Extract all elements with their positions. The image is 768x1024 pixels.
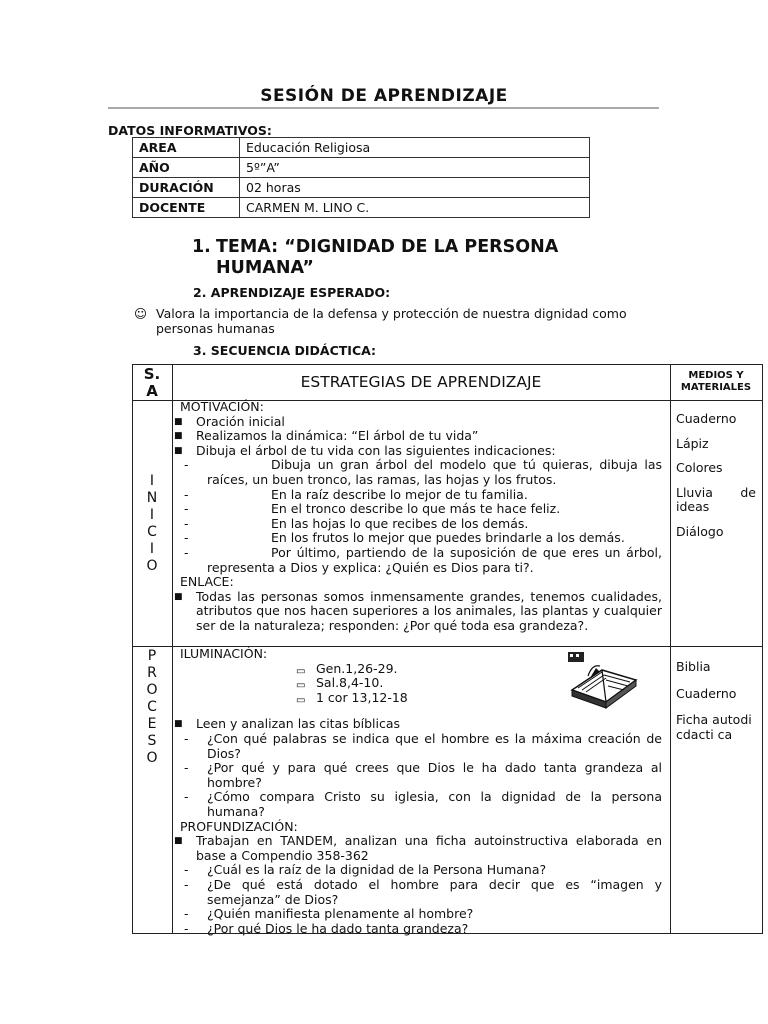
book-icon: ▭: [296, 665, 306, 677]
dash-item: - Por último, partiendo de la suposición de que eres un árbol, representa a Dios y explica: ¿Quién es Dios para ti?.: [184, 544, 662, 575]
info-value: 02 horas: [240, 178, 590, 198]
media-item: Ficha autodicdacti ca: [676, 712, 752, 742]
dash-item: - En las hojas lo que recibes de los demás.: [184, 515, 529, 531]
vertical-letter: O: [146, 558, 158, 574]
info-key: DOCENTE: [133, 198, 240, 218]
vertical-letter: O: [146, 682, 158, 698]
vertical-letter: I: [149, 541, 155, 557]
dash-item: - ¿Quién manifiesta plenamente al hombre?: [184, 906, 474, 922]
enlace-label: ENLACE:: [180, 574, 234, 590]
book-icon: ▭: [296, 694, 306, 706]
dash-item: - ¿Cómo compara Cristo su iglesia, con la dignidad de la persona humana?: [184, 789, 662, 819]
dash-item: - En los frutos lo mejor que puedes brindarle a los demás.: [184, 530, 625, 546]
bullet-icon: ■: [174, 445, 183, 456]
info-key: DURACIÓN: [133, 178, 240, 198]
info-row: [133, 178, 590, 198]
iluminacion-label: ILUMINACIÓN:: [180, 646, 268, 661]
header-medios: [670, 364, 762, 406]
inicio-content: [172, 400, 670, 634]
info-row: [133, 198, 590, 218]
cita-item: ▭ 1 cor 13,12-18: [172, 691, 670, 706]
table-border: [762, 364, 763, 934]
bullet-icon: ■: [174, 719, 183, 730]
aprendizaje-text: Valora la importancia de la defensa y protección de nuestra dignidad como personas humanas: [156, 306, 627, 336]
smiley-icon: ☺: [134, 306, 148, 321]
open-bible-icon: [566, 650, 642, 712]
header-sa-line: S.: [143, 365, 161, 383]
media-item: Cuaderno: [676, 411, 737, 426]
aprendizaje-item: [134, 306, 664, 336]
media-item: Lápiz: [676, 435, 709, 451]
vertical-letter: P: [147, 648, 157, 664]
book-icon: ▭: [296, 680, 306, 692]
info-key: AÑO: [133, 158, 240, 178]
media-item: Lluvia de ideas: [676, 484, 756, 515]
bullet-icon: ■: [174, 836, 183, 847]
vertical-letter: S: [147, 733, 157, 749]
list-item: ■ Dibuja el árbol de tu vida con las siguientes indicaciones:: [174, 442, 556, 458]
header-sa-line: A: [146, 382, 158, 400]
vertical-letter: R: [147, 665, 157, 681]
dash-item: - ¿Cuál es la raíz de la dignidad de la Persona Humana?: [184, 862, 547, 878]
header-estrategias: ESTRATEGIAS DE APRENDIZAJE: [300, 373, 542, 391]
dash-item: - ¿Por qué y para qué crees que Dios le ha dado tanta grandeza al hombre?: [184, 760, 662, 790]
dash-item: - ¿De qué está dotado el hombre para decir que es “imagen y semejanza” de Dios?: [184, 876, 662, 907]
info-key: AREA: [133, 138, 240, 158]
vertical-letter: I: [149, 473, 155, 489]
datos-informativos-label: DATOS INFORMATIVOS:: [108, 123, 272, 138]
info-row: [133, 138, 590, 158]
secuencia-heading: 3. SECUENCIA DIDÁCTICA:: [193, 343, 377, 358]
bullet-icon: ■: [174, 431, 183, 442]
bullet-icon: ■: [174, 591, 183, 602]
list-item: ■ Realizamos la dinámica: “El árbol de tu vida”: [174, 428, 479, 444]
vertical-letter: C: [147, 699, 157, 715]
aprendizaje-heading: 2. APRENDIZAJE ESPERADO:: [193, 285, 391, 300]
list-item: ■ Oración inicial: [174, 413, 285, 429]
list-item: ■ Todas las personas somos inmensamente grandes, tenemos cualidades, atributos que nos hacen superiores a los animales, las plantas y cualquier ser de la naturaleza; responden: ¿Por qué toda esa grandeza?.: [174, 588, 662, 633]
profundizacion-label: PROFUNDIZACIÓN:: [180, 818, 298, 834]
media-item: Cuaderno: [676, 685, 737, 701]
dash-item: - En el tronco describe lo que más te hace feliz.: [184, 501, 561, 517]
cita-item: ▭ Gen.1,26-29.: [172, 662, 670, 677]
dash-item: - ¿Por qué Dios le ha dado tanta grandeza?: [184, 920, 469, 936]
media-item: Biblia: [676, 659, 711, 674]
dash-item: - Dibuja un gran árbol del modelo que tú quieras, dibuja las raíces, un buen tronco, las ramas, las hojas y los frutos.: [184, 457, 662, 487]
info-row: [133, 158, 590, 178]
vertical-letter: C: [147, 524, 157, 540]
proceso-media: [670, 660, 762, 742]
info-table: [132, 137, 590, 218]
document-title: SESIÓN DE APRENDIZAJE: [260, 86, 508, 106]
dash-item: - ¿Con qué palabras se indica que el hombre es la máxima creación de Dios?: [184, 730, 662, 761]
tema-text: TEMA: “DIGNIDAD DE LA PERSONA HUMANA”: [216, 237, 559, 278]
motivacion-label: MOTIVACIÓN:: [180, 399, 264, 414]
vertical-letter: E: [147, 716, 157, 732]
header-medios-line: MEDIOS Y: [688, 370, 744, 381]
header-sa: [132, 364, 172, 402]
tema-heading: [192, 237, 612, 279]
proceso-vertical-label: [132, 648, 172, 767]
vertical-letter: N: [146, 490, 158, 506]
inicio-vertical-label: [132, 473, 172, 575]
list-item: ■ Trabajan en TANDEM, analizan una ficha autoinstructiva elaborada en base a Compendio 358-362: [174, 833, 662, 863]
info-value: Educación Religiosa: [240, 138, 590, 158]
cita-item: ▭ Sal.8,4-10.: [172, 676, 670, 691]
inicio-media: [670, 412, 762, 540]
dash-item: - En la raíz describe lo mejor de tu familia.: [184, 486, 528, 502]
vertical-letter: O: [146, 750, 158, 766]
info-value: CARMEN M. LINO C.: [240, 198, 590, 218]
media-item: Colores: [676, 460, 723, 476]
header-medios-line: MATERIALES: [680, 382, 752, 393]
secuencia-table: [132, 364, 762, 934]
list-item: ■ Leen y analizan las citas bíblicas: [174, 716, 401, 732]
vertical-letter: I: [149, 507, 155, 523]
bullet-icon: ■: [174, 416, 183, 427]
title-underline: [108, 107, 659, 109]
media-item: Diálogo: [676, 523, 724, 539]
info-value: 5º”A”: [240, 158, 590, 178]
tema-number: 1.: [192, 237, 211, 257]
